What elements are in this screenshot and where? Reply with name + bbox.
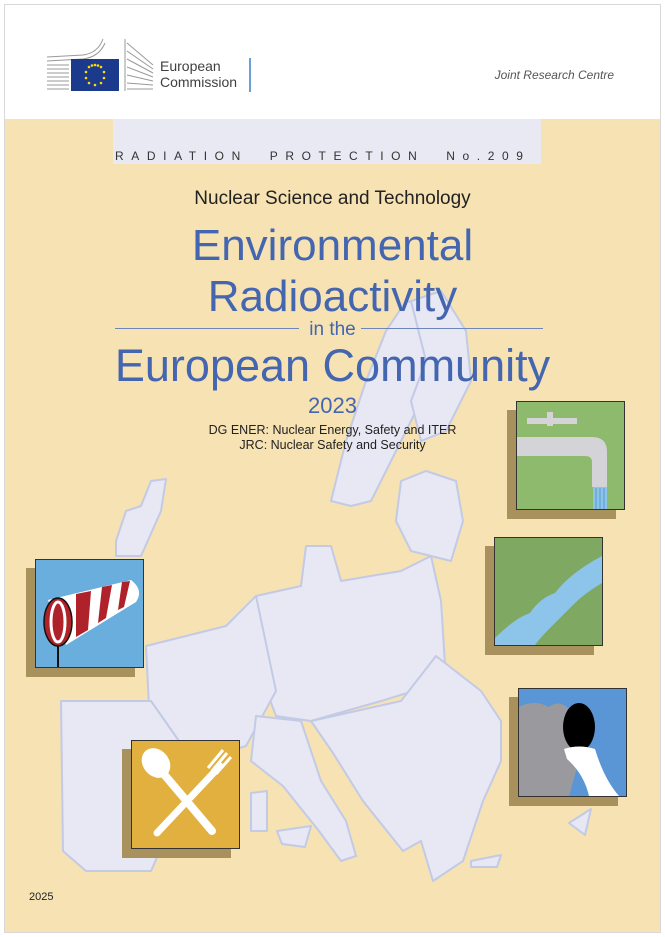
authors-line-2: JRC: Nuclear Safety and Security: [239, 438, 426, 452]
publication-year: 2025: [29, 891, 54, 903]
publisher-line-1: European: [160, 58, 221, 74]
tap-water-icon: [516, 401, 625, 510]
map-crete: [471, 855, 501, 867]
river-icon: [494, 537, 603, 646]
department-name: Joint Research Centre: [494, 68, 614, 82]
series-label: RADIATION PROTECTION No.209: [115, 149, 531, 163]
discharge-icon: [518, 688, 627, 797]
title-line-2: Radioactivity: [207, 272, 458, 321]
food-icon: [131, 740, 240, 849]
report-year: 2023: [308, 393, 357, 418]
title-connector: in the: [309, 319, 356, 340]
authors-line-1: DG ENER: Nuclear Energy, Safety and ITER: [208, 423, 457, 437]
map-ireland: [116, 479, 166, 556]
windsock-icon: [35, 559, 144, 668]
title-line-1: Environmental: [191, 221, 474, 270]
map-cyprus: [569, 809, 591, 835]
title-line-3: European Community: [114, 340, 551, 391]
publisher-line-2: Commission: [160, 74, 238, 90]
map-sicily: [277, 826, 311, 847]
subject: Nuclear Science and Technology: [194, 188, 471, 209]
map-sardinia: [251, 791, 267, 831]
cover-page: [4, 4, 661, 933]
map-baltics: [396, 471, 463, 561]
